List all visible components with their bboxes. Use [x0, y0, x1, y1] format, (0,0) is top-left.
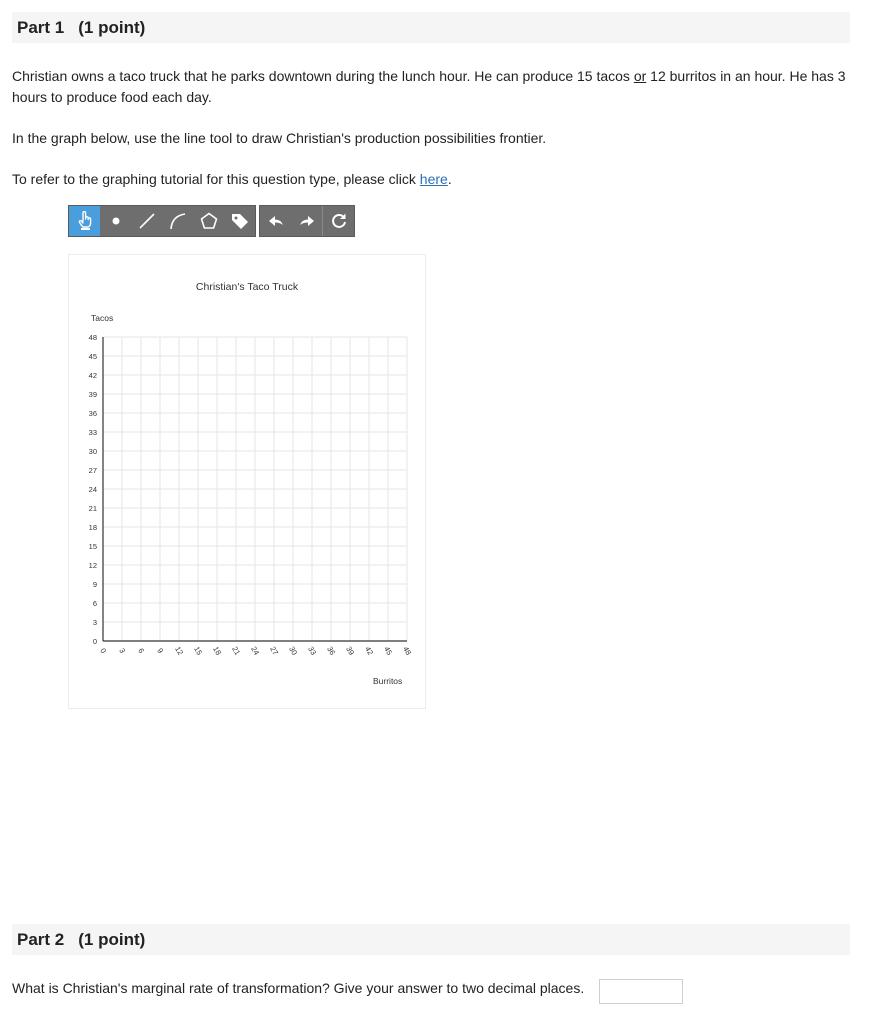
tutorial-link[interactable]: here: [419, 171, 448, 187]
x-tick-label: 15: [192, 644, 205, 657]
y-tick-label: 42: [88, 371, 97, 380]
curve-icon: [168, 211, 188, 231]
question-text-a: Christian owns a taco truck that he parks downtown during the lunch hour. He can produce 15 tacos: [12, 68, 634, 84]
x-tick-label: 36: [325, 644, 338, 657]
x-tick-label: 21: [230, 644, 243, 657]
y-tick-label: 21: [88, 504, 97, 513]
y-tick-label: 9: [92, 580, 97, 589]
curve-tool-button[interactable]: [162, 206, 193, 236]
x-tick-label: 42: [363, 644, 376, 657]
undo-button[interactable]: [260, 206, 291, 236]
grid-lines: [103, 337, 407, 641]
part2-question: What is Christian's marginal rate of transformation? Give your answer to two decimal places.: [12, 980, 585, 996]
part2-title: Part 2: [17, 929, 65, 949]
history-tools-group: [259, 205, 355, 237]
x-tick-label: 48: [401, 644, 414, 657]
x-tick-label: 18: [211, 644, 224, 657]
x-tick-label: 33: [306, 644, 319, 657]
x-tick-label: 27: [268, 644, 281, 657]
x-tick-label: 0: [98, 646, 109, 655]
part1-instruction: In the graph below, use the line tool to draw Christian's production possibilities frontier.: [12, 130, 547, 146]
x-tick-label: 39: [344, 644, 357, 657]
pentagon-icon: [199, 211, 219, 231]
x-tick-label: 12: [173, 644, 186, 657]
undo-arrow-icon: [266, 211, 286, 231]
tutorial-suffix: .: [447, 171, 452, 187]
y-tick-label: 45: [88, 352, 97, 361]
part1-header: [12, 12, 850, 43]
x-tick-label: 24: [249, 644, 262, 657]
x-tick-label: 30: [287, 644, 300, 657]
ppf-chart[interactable]: [69, 255, 425, 708]
hand-pointer-icon: [76, 211, 94, 231]
part1-question: [12, 66, 852, 108]
drawing-tools-group: [68, 205, 256, 237]
tutorial-prefix: To refer to the graphing tutorial for this question type, please click: [12, 171, 420, 187]
y-tick-label: 15: [88, 542, 97, 551]
part1-points: (1 point): [78, 17, 146, 37]
question-text-b: 12 burritos in an hour. He has 3 hours to produce food each day.: [12, 68, 846, 105]
y-tick-label: 12: [88, 561, 97, 570]
chart-title: Christian's Taco Truck: [195, 281, 299, 293]
reset-button[interactable]: [322, 206, 354, 236]
redo-arrow-icon: [297, 211, 317, 231]
y-tick-label: 27: [88, 466, 97, 475]
redo-button[interactable]: [291, 206, 322, 236]
y-tick-label: 0: [92, 637, 97, 646]
line-tool-button[interactable]: [131, 206, 162, 236]
y-tick-label: 18: [88, 523, 97, 532]
line-icon: [137, 211, 157, 231]
question-text-or: or: [633, 68, 647, 84]
x-axis-label: Burritos: [373, 676, 403, 686]
label-tool-button[interactable]: [224, 206, 255, 236]
y-tick-labels: [89, 333, 97, 646]
y-tick-label: 30: [88, 447, 97, 456]
part1-title: Part 1: [17, 17, 65, 37]
x-tick-label: 3: [117, 646, 128, 655]
tag-icon: [230, 211, 250, 231]
point-tool-button[interactable]: [100, 206, 131, 236]
y-tick-label: 3: [92, 618, 97, 627]
mrt-answer-input[interactable]: [599, 979, 683, 1004]
part2-points: (1 point): [78, 929, 146, 949]
x-tick-label: 6: [136, 646, 147, 655]
x-tick-label: 45: [382, 644, 395, 657]
y-tick-label: 24: [88, 485, 97, 494]
y-axis-label: Tacos: [91, 313, 114, 323]
y-tick-label: 33: [88, 428, 97, 437]
x-tick-label: 9: [155, 646, 166, 655]
y-tick-label: 39: [88, 390, 97, 399]
part2-header: [12, 924, 850, 955]
select-tool-button[interactable]: [69, 206, 100, 236]
dot-icon: [110, 215, 122, 227]
y-tick-label: 48: [88, 333, 97, 342]
reset-icon: [329, 211, 349, 231]
x-tick-labels: [98, 645, 413, 657]
tutorial-line: [12, 169, 852, 190]
graph-panel[interactable]: [68, 254, 426, 709]
polygon-tool-button[interactable]: [193, 206, 224, 236]
graph-toolbar: [68, 205, 358, 237]
y-tick-label: 6: [92, 599, 97, 608]
y-tick-label: 36: [88, 409, 97, 418]
